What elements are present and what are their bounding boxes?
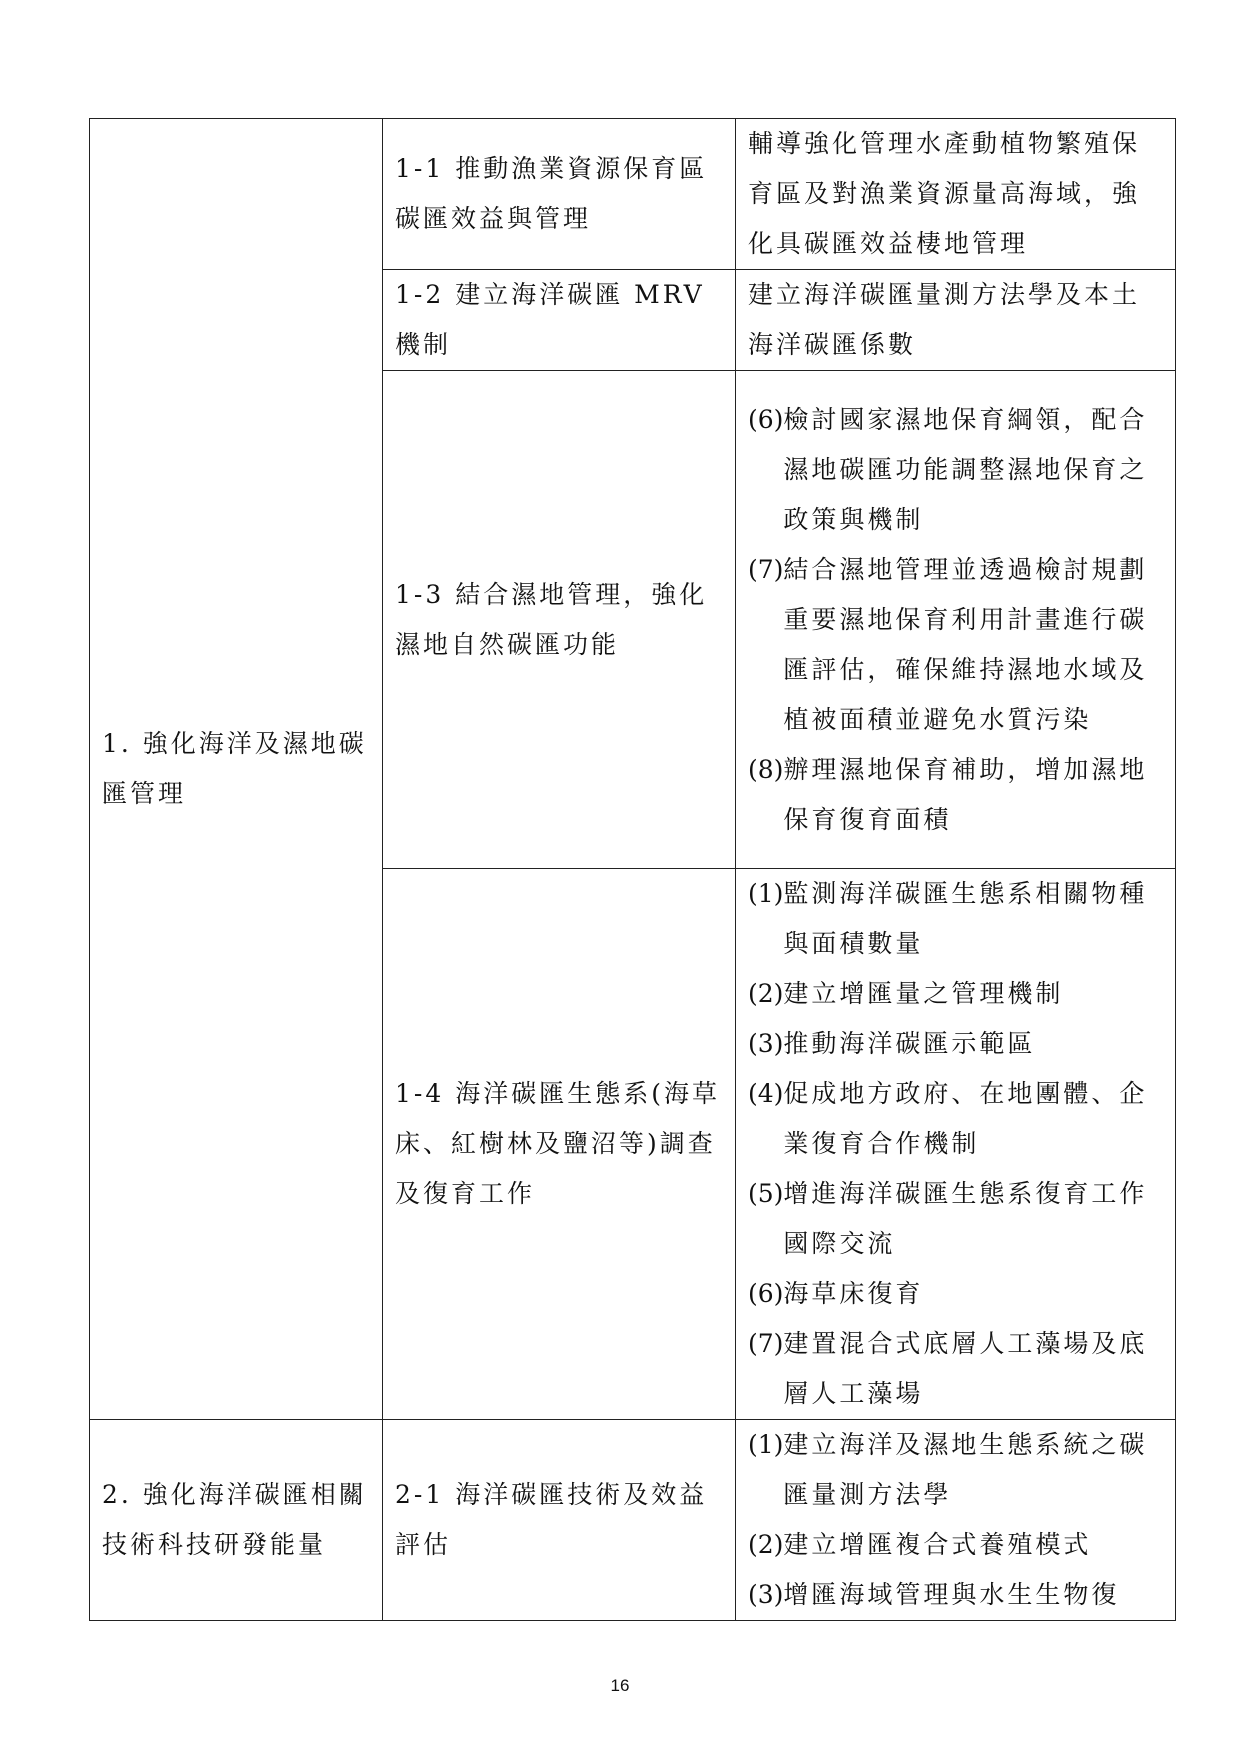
page-number: 16 (610, 1676, 630, 1695)
table-row (90, 119, 1176, 270)
action-item (748, 545, 1163, 745)
item-number: (1) (748, 879, 784, 908)
action-item (748, 395, 1163, 545)
item-number: (6) (748, 1279, 784, 1308)
actions-1-3 (736, 371, 1176, 869)
measure-1-4: 1-4 海洋碳匯生態系(海草床、紅樹林及鹽沼等)調查及復育工作 (383, 869, 736, 1420)
actions-1-2 (736, 270, 1176, 371)
strategy-table (89, 118, 1176, 1621)
item-number: (7) (748, 554, 784, 584)
action-text: 建立海洋碳匯量測方法學及本土海洋碳匯係數 (748, 280, 1141, 359)
section-1-title: 1. 強化海洋及濕地碳匯管理 (90, 119, 383, 1420)
action-item (748, 1269, 1163, 1319)
actions-1-1 (736, 119, 1176, 270)
action-item (748, 1319, 1163, 1419)
item-text: 建立增匯複合式養殖模式 (783, 1530, 1092, 1559)
item-text: 推動海洋碳匯示範區 (783, 1029, 1036, 1058)
action-item (748, 869, 1163, 969)
item-number: (7) (748, 1329, 784, 1358)
item-text: 增匯海域管理與水生生物復 (783, 1580, 1120, 1609)
actions-2-1 (736, 1420, 1176, 1621)
item-text: 檢討國家濕地保育綱領，配合濕地碳匯功能調整濕地保育之政策與機制 (783, 404, 1148, 534)
measure-1-1: 1-1 推動漁業資源保育區碳匯效益與管理 (383, 119, 736, 270)
item-number: (4) (748, 1079, 784, 1108)
action-item (748, 969, 1163, 1019)
table-row (90, 1420, 1176, 1621)
actions-1-4 (736, 869, 1176, 1420)
item-number: (3) (748, 1580, 784, 1609)
item-number: (1) (748, 1430, 784, 1459)
item-number: (6) (748, 404, 784, 434)
action-item (748, 1019, 1163, 1069)
measure-1-2: 1-2 建立海洋碳匯 MRV 機制 (383, 270, 736, 371)
section-2-title: 2. 強化海洋碳匯相關技術科技研發能量 (90, 1420, 383, 1621)
item-text: 促成地方政府、在地團體、企業復育合作機制 (783, 1079, 1148, 1158)
item-number: (2) (748, 1530, 784, 1559)
action-item (748, 1520, 1163, 1570)
action-item (748, 1069, 1163, 1169)
measure-1-3: 1-3 結合濕地管理，強化濕地自然碳匯功能 (383, 371, 736, 869)
action-text: 輔導強化管理水產動植物繁殖保育區及對漁業資源量高海域，強化具碳匯效益棲地管理 (748, 129, 1141, 258)
item-number: (2) (748, 979, 784, 1008)
action-item (748, 745, 1163, 845)
action-item (748, 1420, 1163, 1520)
item-text: 結合濕地管理並透過檢討規劃重要濕地保育利用計畫進行碳匯評估，確保維持濕地水域及植被面積並避免水質污染 (783, 554, 1148, 734)
action-item (748, 1570, 1163, 1620)
item-text: 海草床復育 (783, 1279, 924, 1308)
item-text: 建立海洋及濕地生態系統之碳匯量測方法學 (783, 1430, 1148, 1509)
item-text: 建置混合式底層人工藻場及底層人工藻場 (783, 1329, 1148, 1408)
item-text: 建立增匯量之管理機制 (783, 979, 1064, 1008)
measure-2-1: 2-1 海洋碳匯技術及效益評估 (383, 1420, 736, 1621)
action-item (748, 1169, 1163, 1269)
item-number: (8) (748, 754, 784, 784)
item-number: (3) (748, 1029, 784, 1058)
item-text: 增進海洋碳匯生態系復育工作國際交流 (783, 1179, 1148, 1258)
item-text: 監測海洋碳匯生態系相關物種與面積數量 (783, 879, 1148, 958)
item-number: (5) (748, 1179, 784, 1208)
item-text: 辦理濕地保育補助，增加濕地保育復育面積 (783, 754, 1148, 834)
